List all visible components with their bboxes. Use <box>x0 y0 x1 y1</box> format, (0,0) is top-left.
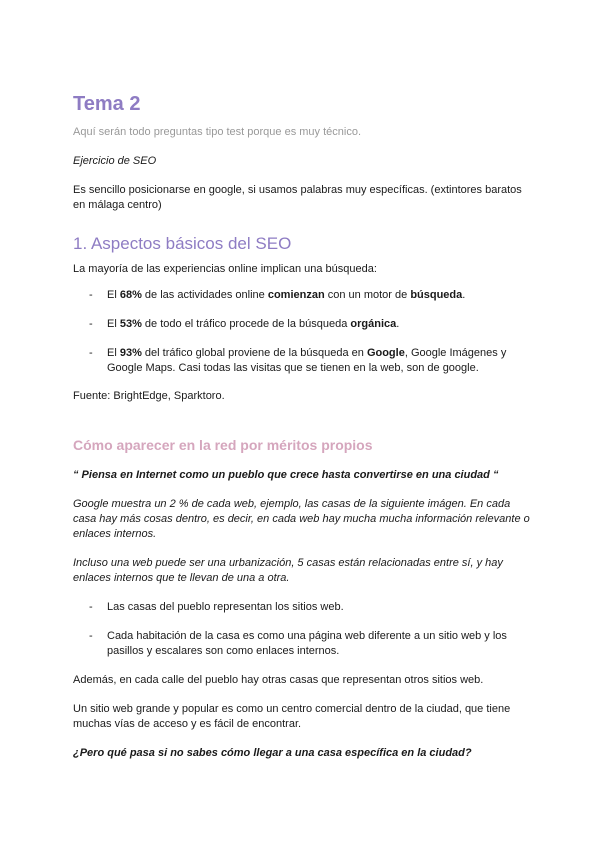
section-lead: La mayoría de las experiencias online implican una búsqueda: <box>73 263 377 275</box>
text-run: . <box>396 318 400 330</box>
stats-list <box>73 288 533 376</box>
text-run: . <box>462 289 466 301</box>
intro-paragraph: Es sencillo posicionarse en google, si usamos palabras muy específicas. (extintores baratos en málaga centro) <box>73 184 522 211</box>
bold-run: 68% <box>119 289 142 301</box>
text-run: , Google Imágenes y Google Maps. Casi todas las visitas que se tienen en la web, son de google. <box>107 347 507 374</box>
dash-marker: - <box>89 289 93 301</box>
dash-marker: - <box>89 630 93 642</box>
italic-paragraph-2: Incluso una web puede ser una urbanización, 5 casas están relacionadas entre sí, y hay enlaces internos que te llevan de una a otra. <box>73 557 503 584</box>
dash-marker: - <box>89 347 93 359</box>
page-title: Tema 2 <box>73 93 141 115</box>
text-run: de todo el tráfico procede de la búsqueda <box>141 318 351 330</box>
list-item <box>73 600 533 615</box>
paragraph-calles: Además, en cada calle del pueblo hay otras casas que representan otros sitios web. <box>73 674 484 686</box>
question: ¿Pero qué pasa si no sabes cómo llegar a una casa específica en la ciudad? <box>73 747 472 759</box>
text-run: con un motor de <box>324 289 411 301</box>
source-note: Fuente: BrightEdge, Sparktoro. <box>73 390 225 402</box>
text-run: El <box>107 318 120 330</box>
list-item <box>73 288 533 303</box>
text-run: de las actividades online <box>141 289 268 301</box>
paragraph-centro-comercial: Un sitio web grande y popular es como un centro comercial dentro de la ciudad, que tiene muchas vías de acceso y es fácil de encontrar. <box>73 703 511 730</box>
bold-run: 53% <box>119 318 142 330</box>
bold-run: búsqueda <box>410 289 463 301</box>
list-item <box>73 629 533 659</box>
bold-run: Google <box>366 347 405 359</box>
bold-run: 93% <box>119 347 142 359</box>
bold-run: comienzan <box>267 289 325 301</box>
analogy-list <box>73 600 533 659</box>
text-run: Las casas del pueblo representan los sitios web. <box>107 601 344 613</box>
subtitle: Aquí serán todo preguntas tipo test porque es muy técnico. <box>73 126 362 138</box>
dash-marker: - <box>89 601 93 613</box>
list-item <box>73 317 533 332</box>
quote: “ Piensa en Internet como un pueblo que crece hasta convertirse en una ciudad “ <box>73 469 499 481</box>
italic-paragraph-1: Google muestra un 2 % de cada web, ejemplo, las casas de la siguiente imágen. En cada casa hay más cosas dentro, es decir, en cada web hay mucha mucha información relevante o enlaces internos. <box>73 498 530 540</box>
document-body <box>73 92 533 761</box>
bold-run: orgánica <box>350 318 397 330</box>
dash-marker: - <box>89 318 93 330</box>
text-run: El <box>107 289 120 301</box>
text-run: Cada habitación de la casa es como una página web diferente a un sitio web y los pasillos y escalares son como enlaces internos. <box>107 630 507 657</box>
section-heading-aspectos: 1. Aspectos básicos del SEO <box>73 234 292 253</box>
exercise-label: Ejercicio de SEO <box>73 155 157 167</box>
text-run: del tráfico global proviene de la búsqueda en <box>141 347 367 359</box>
text-run: El <box>107 347 120 359</box>
list-item <box>73 346 533 376</box>
section-heading-meritos: Cómo aparecer en la red por méritos propios <box>73 437 373 453</box>
